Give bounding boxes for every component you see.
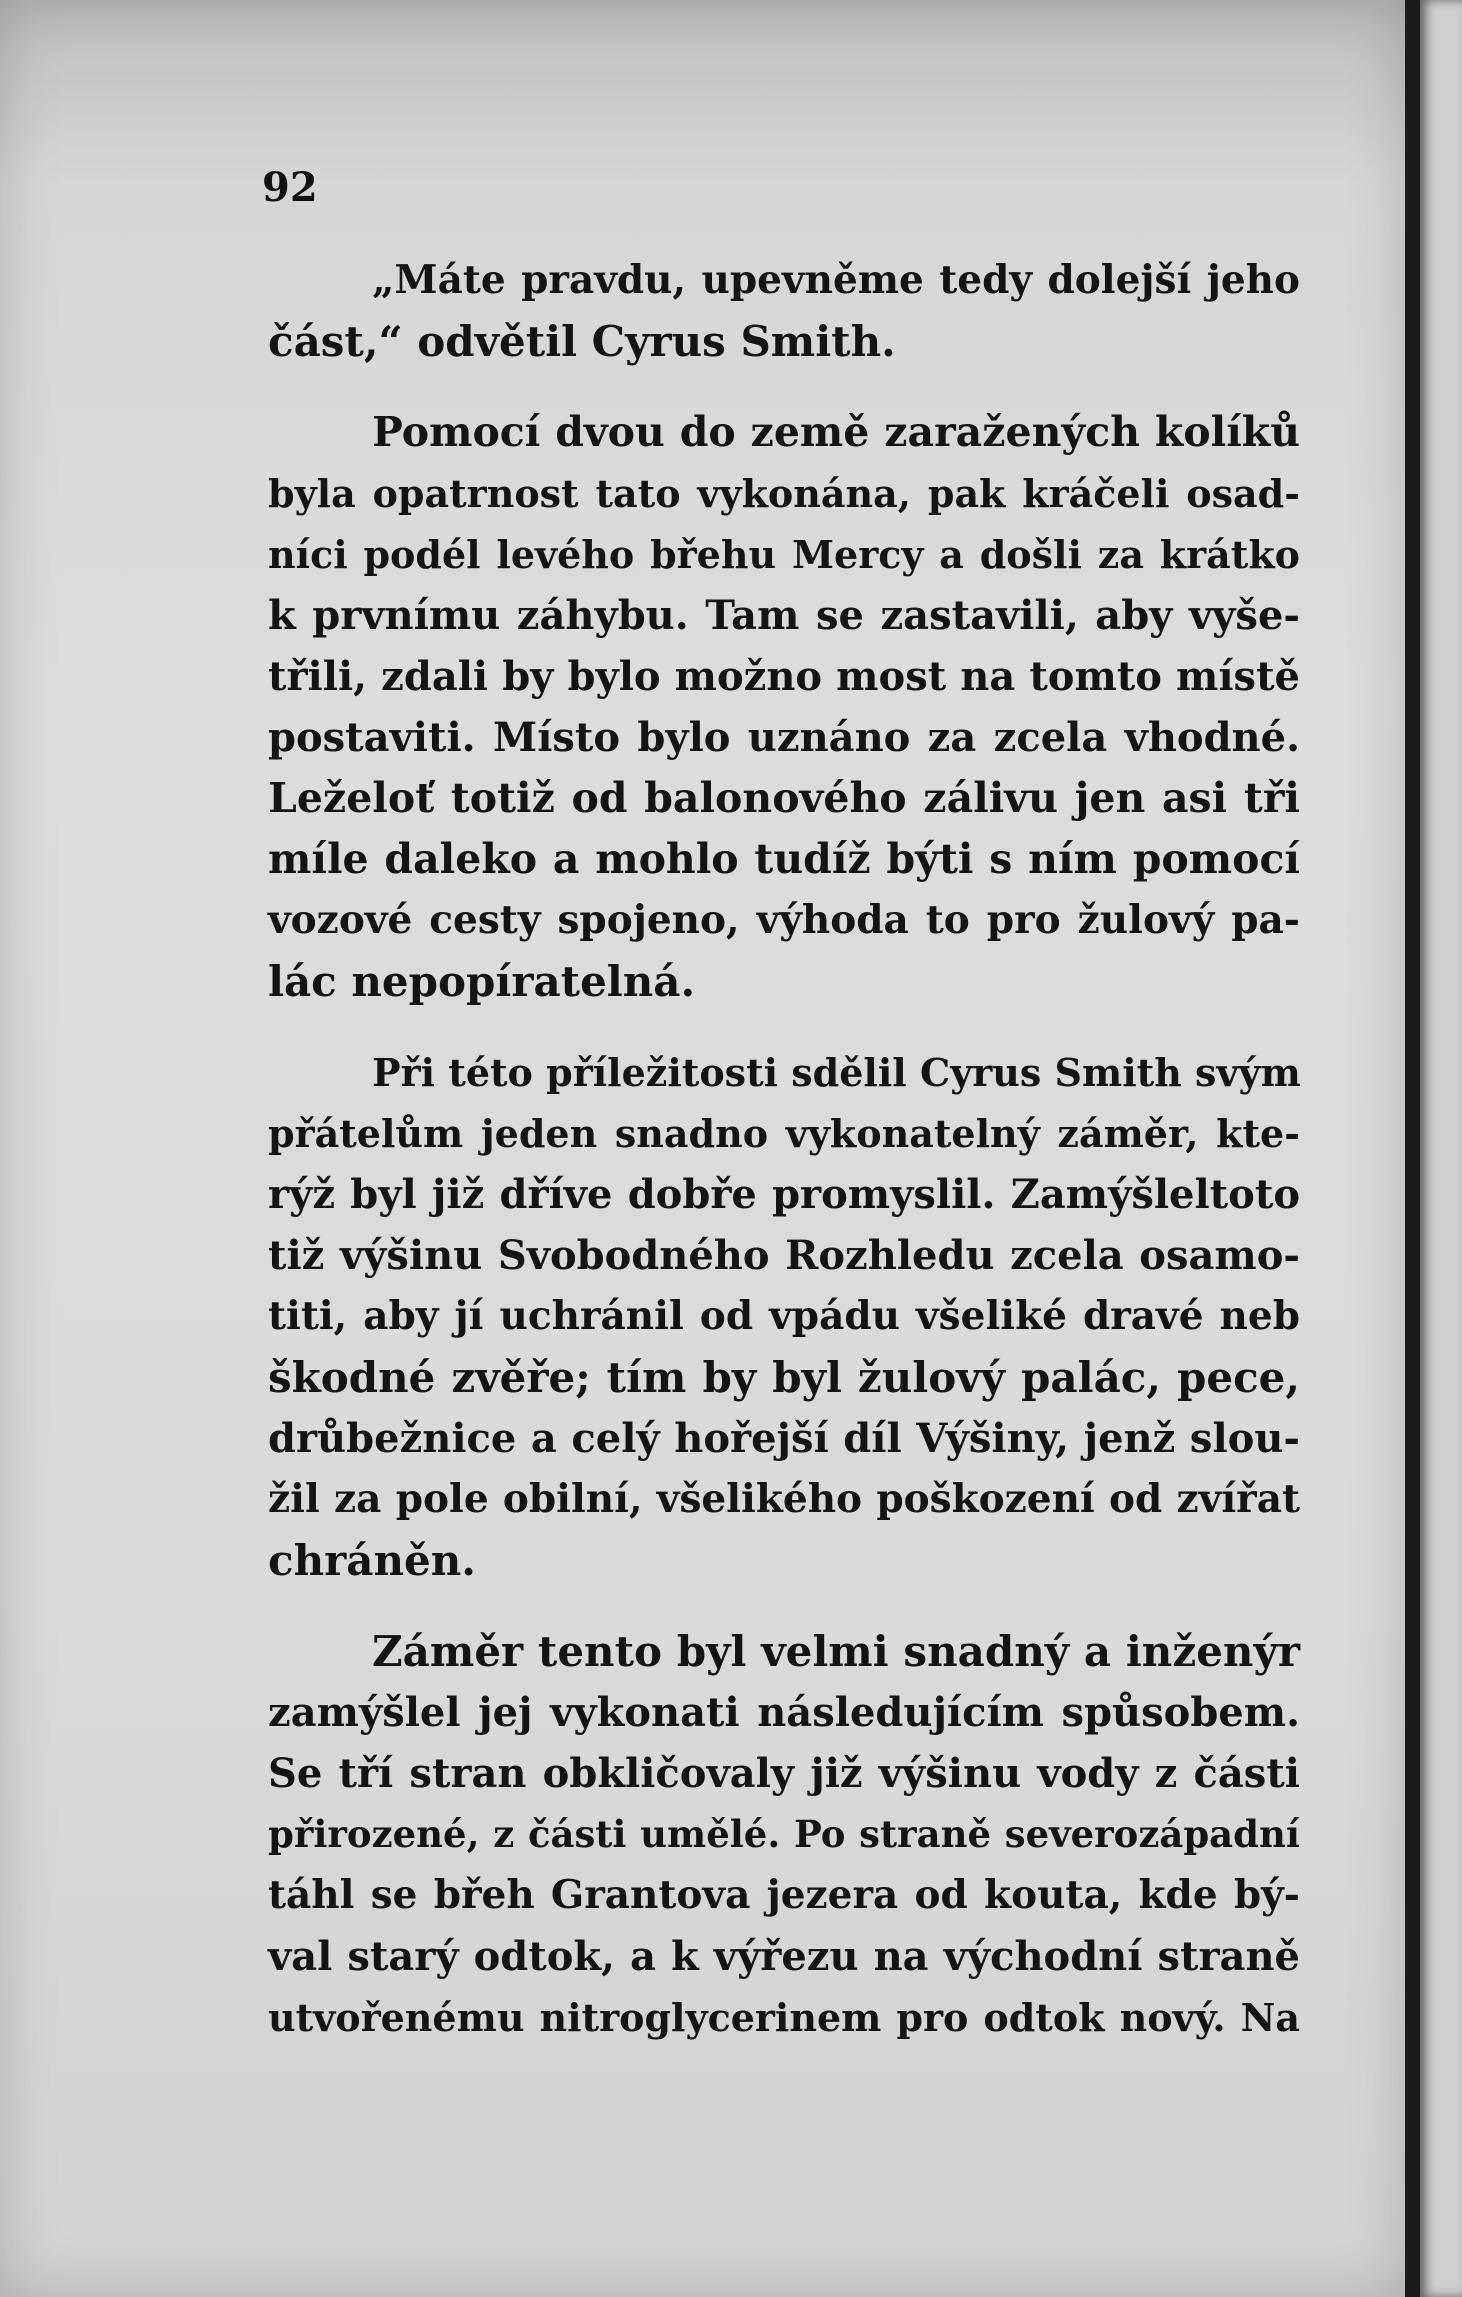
text-line: utvořenému nitroglycerinem pro odtok nový. Na [268,1995,1300,2040]
text-line: níci podél levého břehu Mercy a došli za krátko [268,532,1300,577]
text-line: Pomocí dvou do země zaražených kolíků [372,408,1300,456]
text-line: k prvnímu záhybu. Tam se zastavili, aby vyše- [268,592,1300,639]
text-line: postaviti. Místo bylo uznáno za zcela vhodné. [268,714,1300,761]
text-line: míle daleko a mohlo tudíž býti s ním pomocí [268,835,1300,883]
text-line: přirozené, z části umělé. Po straně severozápadní [268,1812,1300,1856]
text-line: přátelům jeden snadno vykonatelný záměr, kte- [268,1111,1300,1156]
text-line: chráněn. [268,1536,476,1585]
text-line: táhl se břeh Grantova jezera od kouta, kde bý- [268,1872,1300,1918]
text-line: lác nepopíratelná. [268,957,696,1006]
text-line: žil za pole obilní, všelikého poškození od zvířat [268,1476,1300,1522]
text-line: část,“ odvětil Cyrus Smith. [268,317,896,366]
text-line: titi, aby jí uchránil od vpádu všeliké dravé neb [268,1293,1300,1339]
text-line: byla opatrnost tato vykonána, pak kráčeli osad- [268,471,1300,516]
text-line: „Máte pravdu, upevněme tedy dolejší jeho [372,257,1300,303]
body-text [268,250,1300,2048]
text-line: Při této příležitosti sdělil Cyrus Smith svým [372,1050,1301,1095]
text-line: třili, zdali by bylo možno most na tomto místě [268,653,1300,700]
text-line: vozové cesty spojeno, výhoda to pro žulový pa- [268,897,1300,943]
text-line: val starý odtok, a k výřezu na východní straně [268,1933,1300,1980]
text-line: Se tří stran obkličovaly již výšinu vody z části [268,1750,1300,1797]
text-line: drůbežnice a celý hořejší díl Výšiny, jenž slou- [268,1415,1300,1462]
page-number: 92 [262,164,318,211]
text-line: rýž byl již dříve dobře promyslil. Zamýšleltoto [268,1171,1300,1218]
text-line: Záměr tento byl velmi snadný a inženýr [372,1627,1300,1676]
text-line: škodné zvěře; tím by byl žulový palác, pece, [268,1353,1300,1402]
next-page-edge [1420,0,1462,2297]
text-line: tiž výšinu Svobodného Rozhledu zcela osamo- [268,1232,1300,1279]
text-line: zamýšlel jej vykonati následujícím spůsobem. [268,1689,1300,1736]
text-line: Leželoť totiž od balonového zálivu jen asi tři [268,774,1300,822]
